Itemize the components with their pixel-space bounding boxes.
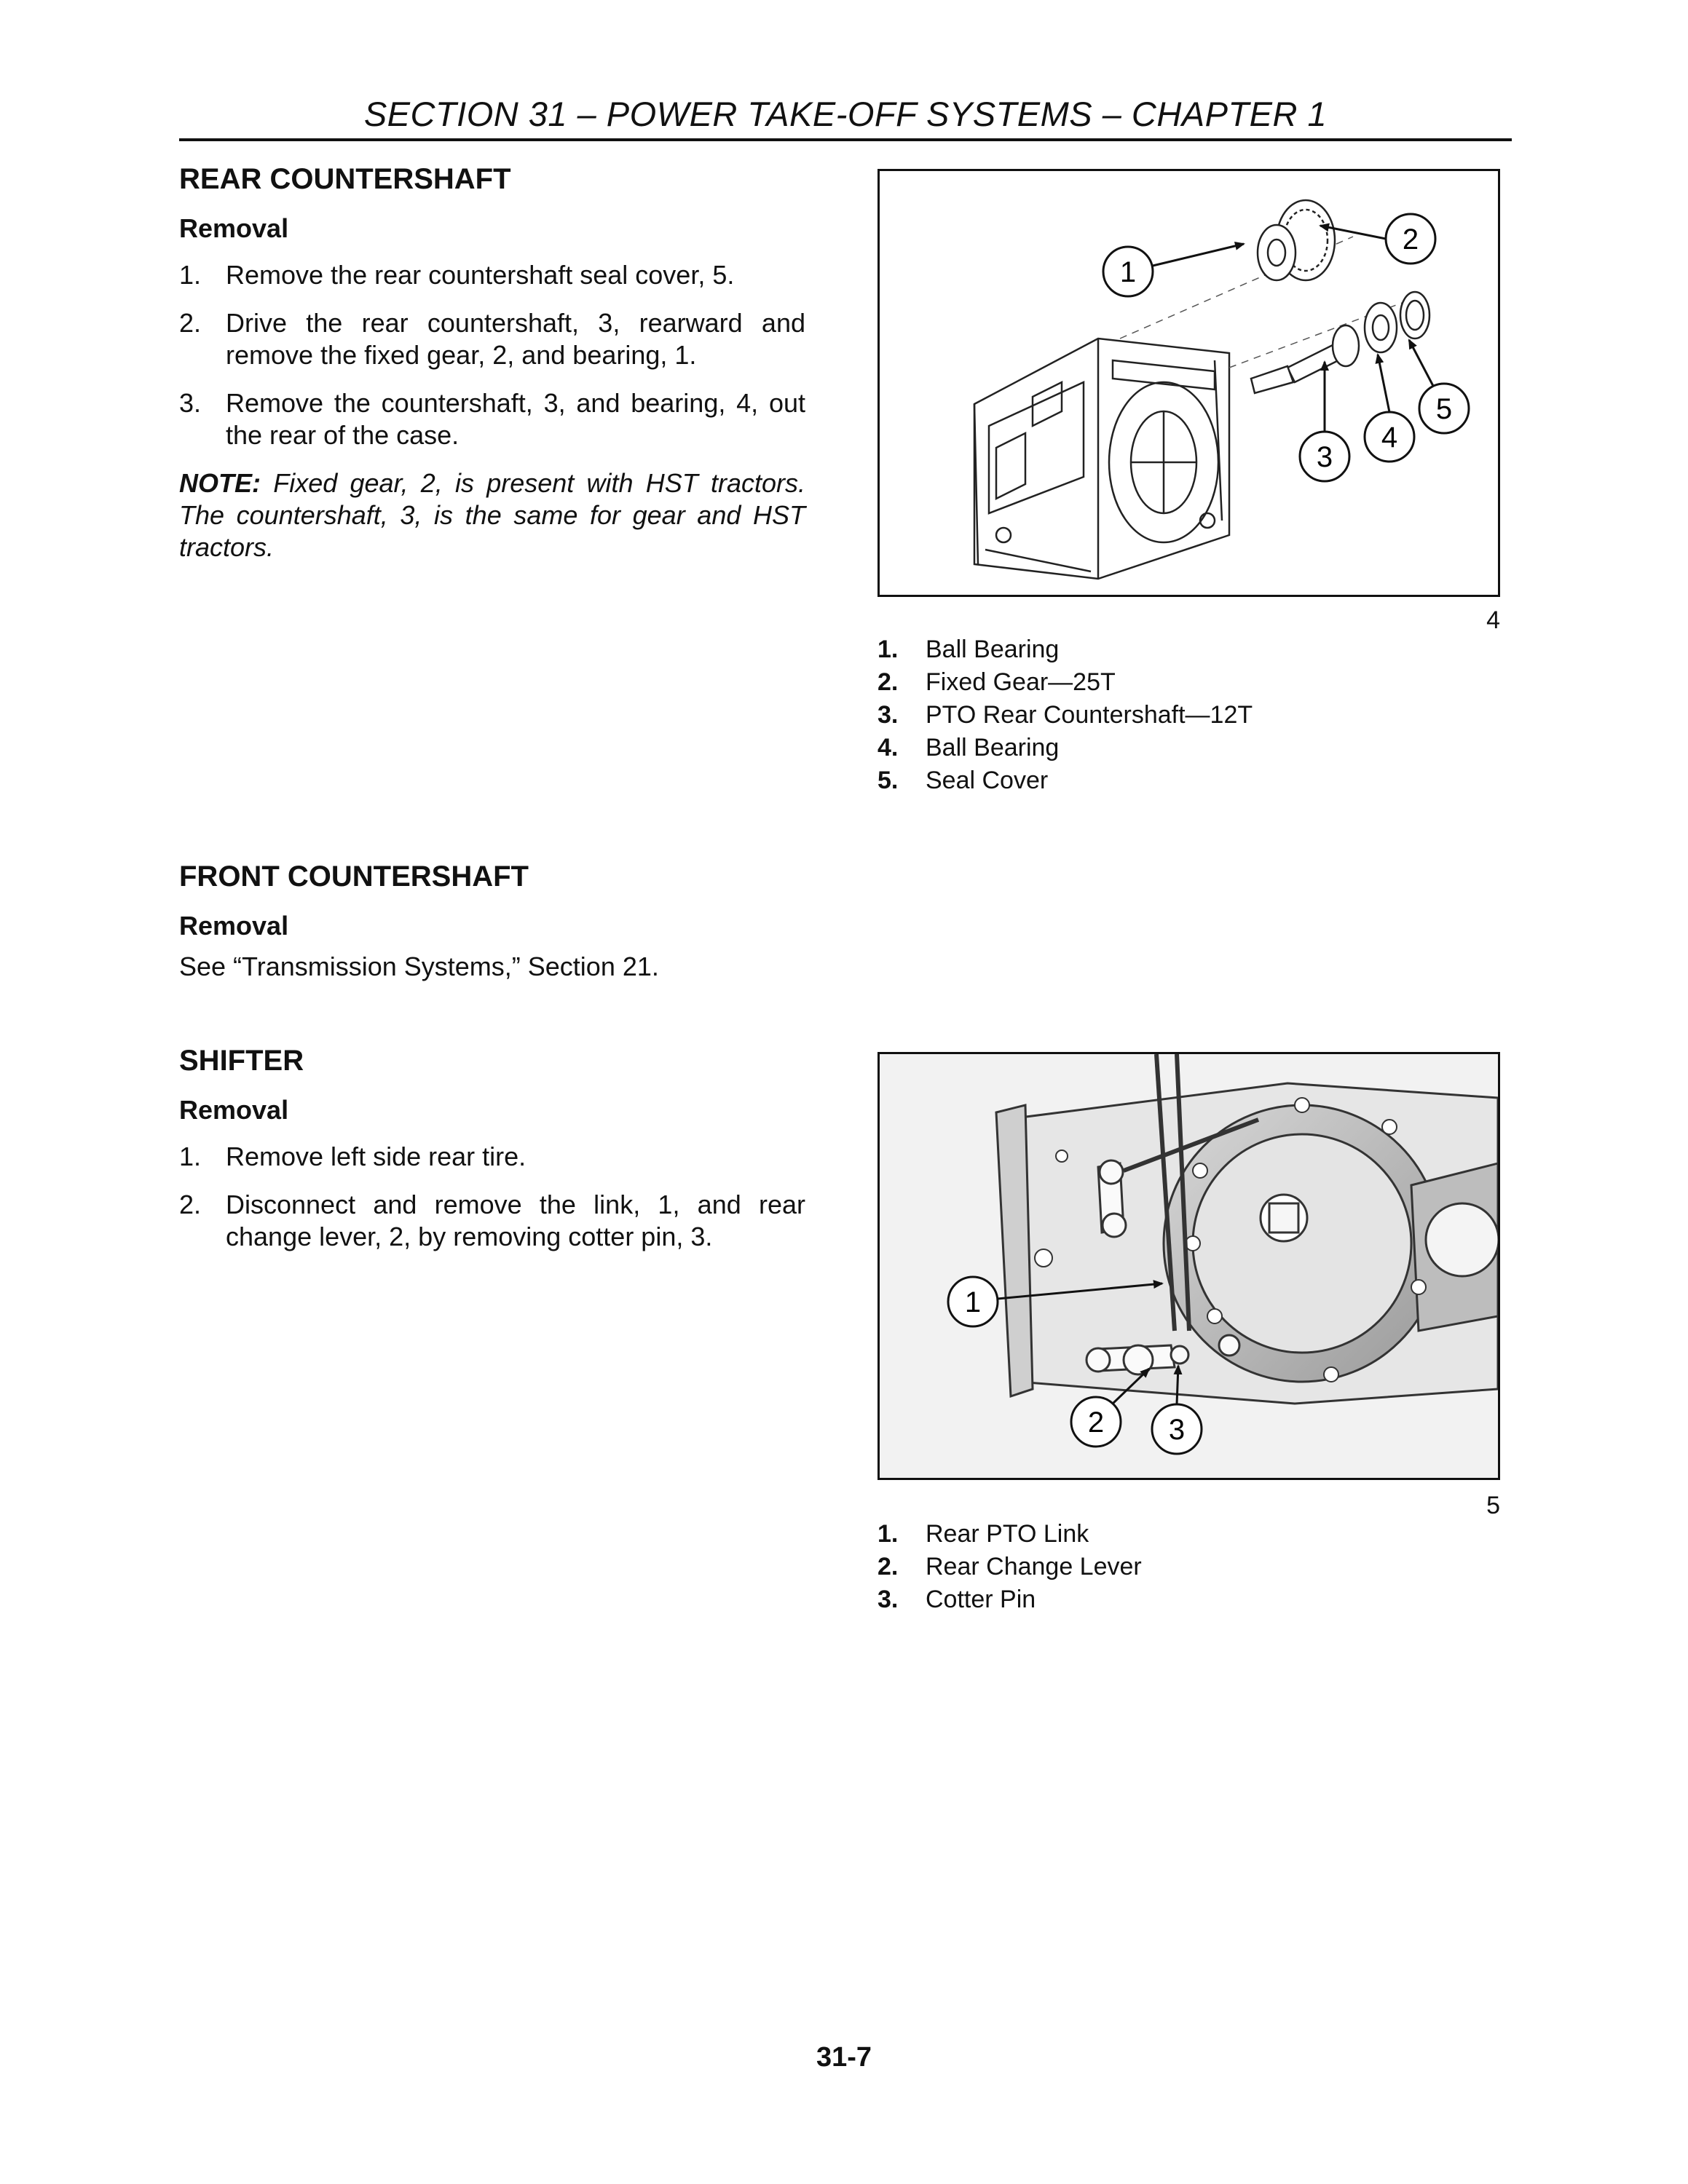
legend-number: 2. bbox=[877, 668, 899, 696]
step-number: 1. bbox=[179, 260, 202, 290]
legend-text: Ball Bearing bbox=[926, 734, 1060, 761]
callout-1-label: 1 bbox=[964, 1286, 982, 1318]
callout-1-label: 1 bbox=[1119, 256, 1137, 288]
legend-number: 1. bbox=[877, 1520, 899, 1548]
legend-text: Rear Change Lever bbox=[926, 1553, 1142, 1580]
countershaft-exploded-diagram bbox=[880, 171, 1498, 595]
list-item bbox=[877, 666, 1253, 699]
fixed-gear-drawing bbox=[1258, 200, 1335, 280]
legend-text: Ball Bearing bbox=[926, 636, 1060, 663]
list-item bbox=[179, 1141, 805, 1173]
callout-1 bbox=[1103, 244, 1244, 296]
figure-5-shifter-photo bbox=[877, 1052, 1500, 1480]
list-item bbox=[179, 307, 805, 371]
callout-2-label: 2 bbox=[1087, 1406, 1105, 1439]
legend-text: Fixed Gear—25T bbox=[926, 668, 1116, 696]
front-countershaft-section bbox=[179, 859, 805, 983]
legend-number: 3. bbox=[877, 1586, 899, 1613]
step-text: Remove left side rear tire. bbox=[226, 1142, 526, 1171]
countershaft-drawing bbox=[1251, 325, 1359, 393]
step-number: 2. bbox=[179, 308, 202, 338]
list-item bbox=[877, 699, 1253, 732]
shifter-removal-steps bbox=[179, 1141, 805, 1253]
shifter-removal-subheading: Removal bbox=[179, 1095, 289, 1125]
callout-5-label: 5 bbox=[1435, 393, 1453, 425]
callout-2-label: 2 bbox=[1402, 223, 1419, 256]
step-text: Remove the rear countershaft seal cover, 5. bbox=[226, 260, 735, 290]
figure-5-number: 5 bbox=[1486, 1492, 1500, 1519]
list-item bbox=[179, 387, 805, 451]
front-removal-text: See “Transmission Systems,” Section 21. bbox=[179, 951, 659, 981]
step-number: 1. bbox=[179, 1142, 202, 1171]
list-item bbox=[877, 764, 1253, 797]
step-text: Drive the rear countershaft, 3, rearward and remove the fixed gear, 2, and bearing, 1. bbox=[226, 308, 805, 370]
callout-3 bbox=[1300, 362, 1349, 481]
callout-3-label: 3 bbox=[1168, 1414, 1186, 1446]
legend-number: 1. bbox=[877, 636, 899, 663]
callout-2 bbox=[1320, 214, 1435, 264]
step-number: 2. bbox=[179, 1190, 202, 1219]
rear-countershaft-heading: REAR COUNTERSHAFT bbox=[179, 163, 511, 195]
list-item bbox=[179, 259, 805, 291]
note-label: NOTE: bbox=[179, 468, 261, 498]
transmission-case-drawing bbox=[974, 339, 1229, 579]
list-item bbox=[877, 1583, 1142, 1616]
running-header: SECTION 31 – POWER TAKE-OFF SYSTEMS – CHAPTER 1 bbox=[363, 95, 1328, 133]
header-rule bbox=[179, 138, 1512, 141]
list-item bbox=[877, 732, 1253, 764]
list-item bbox=[179, 1189, 805, 1253]
shifter-linkage-photo bbox=[880, 1054, 1498, 1478]
step-text: Disconnect and remove the link, 1, and rear change lever, 2, by removing cotter pin, 3. bbox=[226, 1190, 805, 1251]
legend-number: 4. bbox=[877, 734, 899, 761]
housing-drawing bbox=[996, 1083, 1498, 1404]
rear-removal-steps bbox=[179, 259, 805, 451]
legend-number: 3. bbox=[877, 701, 899, 729]
front-removal-subheading: Removal bbox=[179, 911, 289, 941]
rear-removal-subheading: Removal bbox=[179, 213, 289, 243]
front-countershaft-heading: FRONT COUNTERSHAFT bbox=[179, 860, 529, 893]
legend-text: Seal Cover bbox=[926, 767, 1049, 794]
step-text: Remove the countershaft, 3, and bearing, 4, out the rear of the case. bbox=[226, 388, 805, 450]
legend-number: 2. bbox=[877, 1553, 899, 1580]
legend-number: 5. bbox=[877, 767, 899, 794]
note-text: Fixed gear, 2, is present with HST tractors. The countershaft, 3, is the same for gear and HST tractors. bbox=[179, 468, 805, 562]
callout-4 bbox=[1365, 355, 1414, 462]
list-item bbox=[877, 633, 1253, 666]
callout-3-label: 3 bbox=[1316, 441, 1333, 473]
legend-text: Cotter Pin bbox=[926, 1586, 1036, 1613]
bearing-seal-drawing bbox=[1365, 292, 1429, 352]
legend-text: PTO Rear Countershaft—12T bbox=[926, 701, 1253, 729]
shifter-heading: SHIFTER bbox=[179, 1045, 304, 1077]
figure-4-exploded-countershaft bbox=[877, 169, 1500, 597]
callout-5 bbox=[1409, 340, 1469, 433]
figure-4-legend bbox=[877, 633, 1253, 797]
note-paragraph bbox=[179, 467, 805, 563]
shifter-section bbox=[179, 1043, 805, 1269]
legend-text: Rear PTO Link bbox=[926, 1520, 1089, 1548]
list-item bbox=[877, 1518, 1142, 1551]
step-number: 3. bbox=[179, 388, 202, 418]
figure-5-legend bbox=[877, 1518, 1142, 1616]
rear-countershaft-section bbox=[179, 162, 805, 563]
callout-4-label: 4 bbox=[1381, 422, 1398, 454]
list-item bbox=[877, 1551, 1142, 1583]
figure-4-number: 4 bbox=[1486, 606, 1500, 634]
page-number: 31-7 bbox=[816, 2042, 872, 2073]
